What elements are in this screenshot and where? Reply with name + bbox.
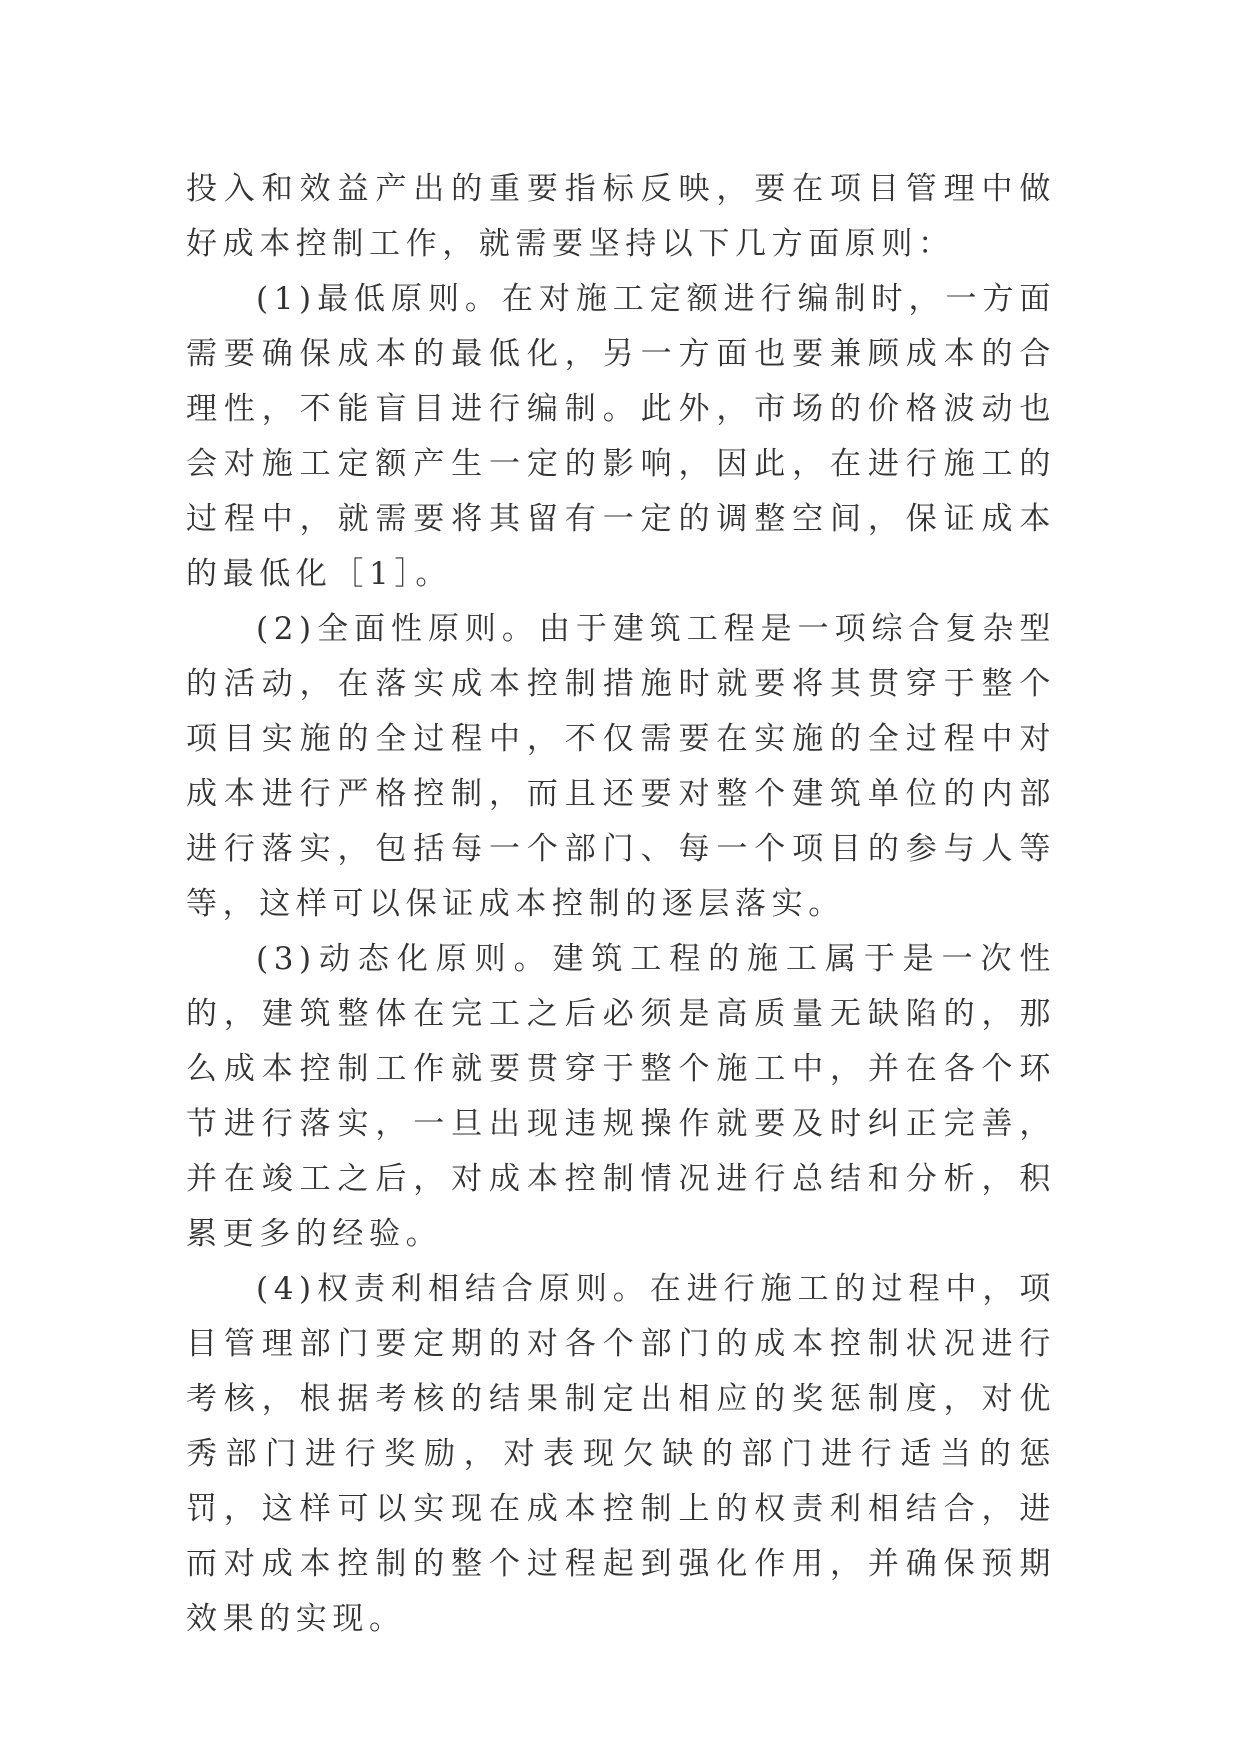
paragraph-dynamic-principle: (3)动态化原则。建筑工程的施工属于是一次性的，建筑整体在完工之后必须是高质量无缺陷的，那么成本控制工作就要贯穿于整个施工中，并在各个环节进行落实，一旦出现违规操作就要及时纠正完善，并在竣工之后，对成本控制情况进行总结和分析，积累更多的经验。 [186,941,1056,1252]
document-body [186,162,1056,1647]
paragraph-intro-continuation: 投入和效益产出的重要指标反映，要在项目管理中做好成本控制工作，就需要坚持以下几方面原则： [186,171,1056,262]
paragraph-rights-responsibilities-principle: (4)权责利相结合原则。在进行施工的过程中，项目管理部门要定期的对各个部门的成本控制状况进行考核，根据考核的结果制定出相应的奖惩制度，对优秀部门进行奖励，对表现欠缺的部门进行适当的惩罚，这样可以实现在成本控制上的权责利相结合，进而对成本控制的整个过程起到强化作用，并确保预期效果的实现。 [186,1271,1056,1637]
paragraph-lowest-principle: (1)最低原则。在对施工定额进行编制时，一方面需要确保成本的最低化，另一方面也要兼顾成本的合理性，不能盲目进行编制。此外，市场的价格波动也会对施工定额产生一定的影响，因此，在进行施工的过程中，就需要将其留有一定的调整空间，保证成本的最低化［1］。 [186,281,1056,592]
paragraph-comprehensive-principle: (2)全面性原则。由于建筑工程是一项综合复杂型的活动，在落实成本控制措施时就要将其贯穿于整个项目实施的全过程中，不仅需要在实施的全过程中对成本进行严格控制，而且还要对整个建筑单位的内部进行落实，包括每一个部门、每一个项目的参与人等等，这样可以保证成本控制的逐层落实。 [186,611,1056,922]
